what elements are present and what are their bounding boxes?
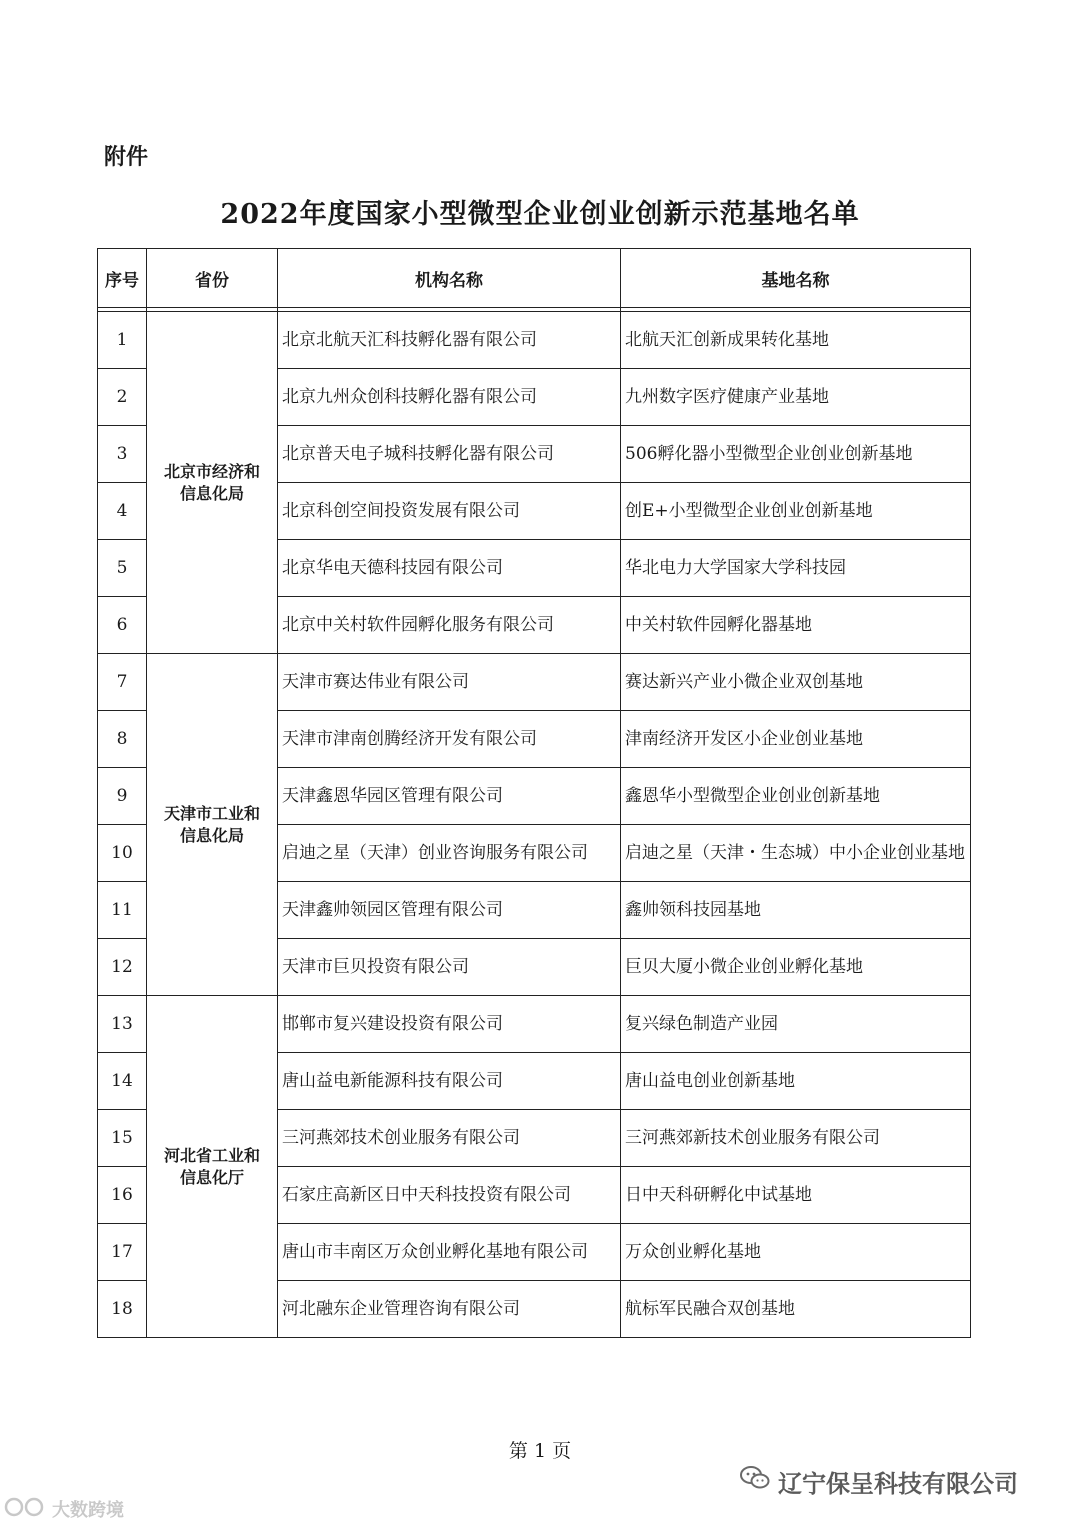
- base-list-table: [97, 248, 971, 1338]
- org-name: 北京普天电子城科技孵化器有限公司: [278, 426, 621, 483]
- row-number: 12: [98, 939, 147, 996]
- row-number: 7: [98, 654, 147, 711]
- table-row: [98, 996, 971, 1053]
- table-row: [98, 654, 971, 711]
- org-name: 邯郸市复兴建设投资有限公司: [278, 996, 621, 1053]
- row-number: 18: [98, 1281, 147, 1338]
- row-number: 2: [98, 369, 147, 426]
- base-name: 鑫帅领科技园基地: [621, 882, 971, 939]
- row-number: 9: [98, 768, 147, 825]
- base-name: 506孵化器小型微型企业创业创新基地: [621, 426, 971, 483]
- org-name: 三河燕郊技术创业服务有限公司: [278, 1110, 621, 1167]
- base-name: 复兴绿色制造产业园: [621, 996, 971, 1053]
- org-name: 天津市巨贝投资有限公司: [278, 939, 621, 996]
- org-name: 北京华电天德科技园有限公司: [278, 540, 621, 597]
- province-cell: [147, 312, 278, 654]
- base-name: 万众创业孵化基地: [621, 1224, 971, 1281]
- row-number: 6: [98, 597, 147, 654]
- base-name: 启迪之星（天津・生态城）中小企业创业基地: [621, 825, 971, 882]
- base-name: 津南经济开发区小企业创业基地: [621, 711, 971, 768]
- row-number: 16: [98, 1167, 147, 1224]
- org-name: 唐山市丰南区万众创业孵化基地有限公司: [278, 1224, 621, 1281]
- row-number: 3: [98, 426, 147, 483]
- base-name: 三河燕郊新技术创业服务有限公司: [621, 1110, 971, 1167]
- row-number: 14: [98, 1053, 147, 1110]
- org-name: 北京九州众创科技孵化器有限公司: [278, 369, 621, 426]
- org-name: 北京中关村软件园孵化服务有限公司: [278, 597, 621, 654]
- watermark-company: [740, 1464, 1018, 1498]
- province-cell: [147, 996, 278, 1338]
- base-name: 华北电力大学国家大学科技园: [621, 540, 971, 597]
- org-name: 唐山益电新能源科技有限公司: [278, 1053, 621, 1110]
- table-body: [98, 308, 971, 1338]
- page-title: 2022年度国家小型微型企业创业创新示范基地名单: [220, 199, 860, 230]
- row-number: 15: [98, 1110, 147, 1167]
- watermark-source: [4, 1496, 124, 1522]
- column-header-org: 机构名称: [278, 249, 621, 308]
- org-name: 北京北航天汇科技孵化器有限公司: [278, 312, 621, 369]
- org-name: 天津鑫帅领园区管理有限公司: [278, 882, 621, 939]
- org-name: 北京科创空间投资发展有限公司: [278, 483, 621, 540]
- org-name: 天津鑫恩华园区管理有限公司: [278, 768, 621, 825]
- base-name: 鑫恩华小型微型企业创业创新基地: [621, 768, 971, 825]
- province-line: 信息化局: [179, 483, 244, 503]
- table-row: [98, 312, 971, 369]
- attachment-label: 附件: [104, 145, 149, 170]
- table-header-row: [98, 249, 971, 308]
- province-line: 信息化局: [179, 825, 244, 845]
- page-number: 第 1 页: [508, 1440, 572, 1462]
- base-name: 航标军民融合双创基地: [621, 1281, 971, 1338]
- org-name: 天津市津南创腾经济开发有限公司: [278, 711, 621, 768]
- base-name: 唐山益电创业创新基地: [621, 1053, 971, 1110]
- base-name: 巨贝大厦小微企业创业孵化基地: [621, 939, 971, 996]
- row-number: 8: [98, 711, 147, 768]
- row-number: 5: [98, 540, 147, 597]
- org-name: 启迪之星（天津）创业咨询服务有限公司: [278, 825, 621, 882]
- province-line: 信息化厅: [179, 1167, 244, 1187]
- base-name: 创E+小型微型企业创业创新基地: [621, 483, 971, 540]
- base-name: 中关村软件园孵化器基地: [621, 597, 971, 654]
- province-line: 河北省工业和: [163, 1145, 260, 1165]
- row-number: 17: [98, 1224, 147, 1281]
- column-header-no: 序号: [98, 249, 147, 308]
- org-name: 天津市赛达伟业有限公司: [278, 654, 621, 711]
- base-name: 日中天科研孵化中试基地: [621, 1167, 971, 1224]
- wechat-icon: [740, 1465, 770, 1497]
- row-number: 1: [98, 312, 147, 369]
- row-number: 10: [98, 825, 147, 882]
- watermark-source-text: 大数跨境: [52, 1500, 124, 1521]
- column-header-province: 省份: [147, 249, 278, 308]
- column-header-base: 基地名称: [621, 249, 971, 308]
- province-cell: [147, 654, 278, 996]
- org-name: 石家庄高新区日中天科技投资有限公司: [278, 1167, 621, 1224]
- province-line: 北京市经济和: [163, 461, 260, 481]
- watermark-company-text: 辽宁保呈科技有限公司: [778, 1469, 1018, 1498]
- logo-icon: [4, 1496, 48, 1523]
- row-number: 4: [98, 483, 147, 540]
- base-name: 赛达新兴产业小微企业双创基地: [621, 654, 971, 711]
- base-name: 北航天汇创新成果转化基地: [621, 312, 971, 369]
- province-line: 天津市工业和: [163, 803, 260, 823]
- row-number: 11: [98, 882, 147, 939]
- base-name: 九州数字医疗健康产业基地: [621, 369, 971, 426]
- row-number: 13: [98, 996, 147, 1053]
- org-name: 河北融东企业管理咨询有限公司: [278, 1281, 621, 1338]
